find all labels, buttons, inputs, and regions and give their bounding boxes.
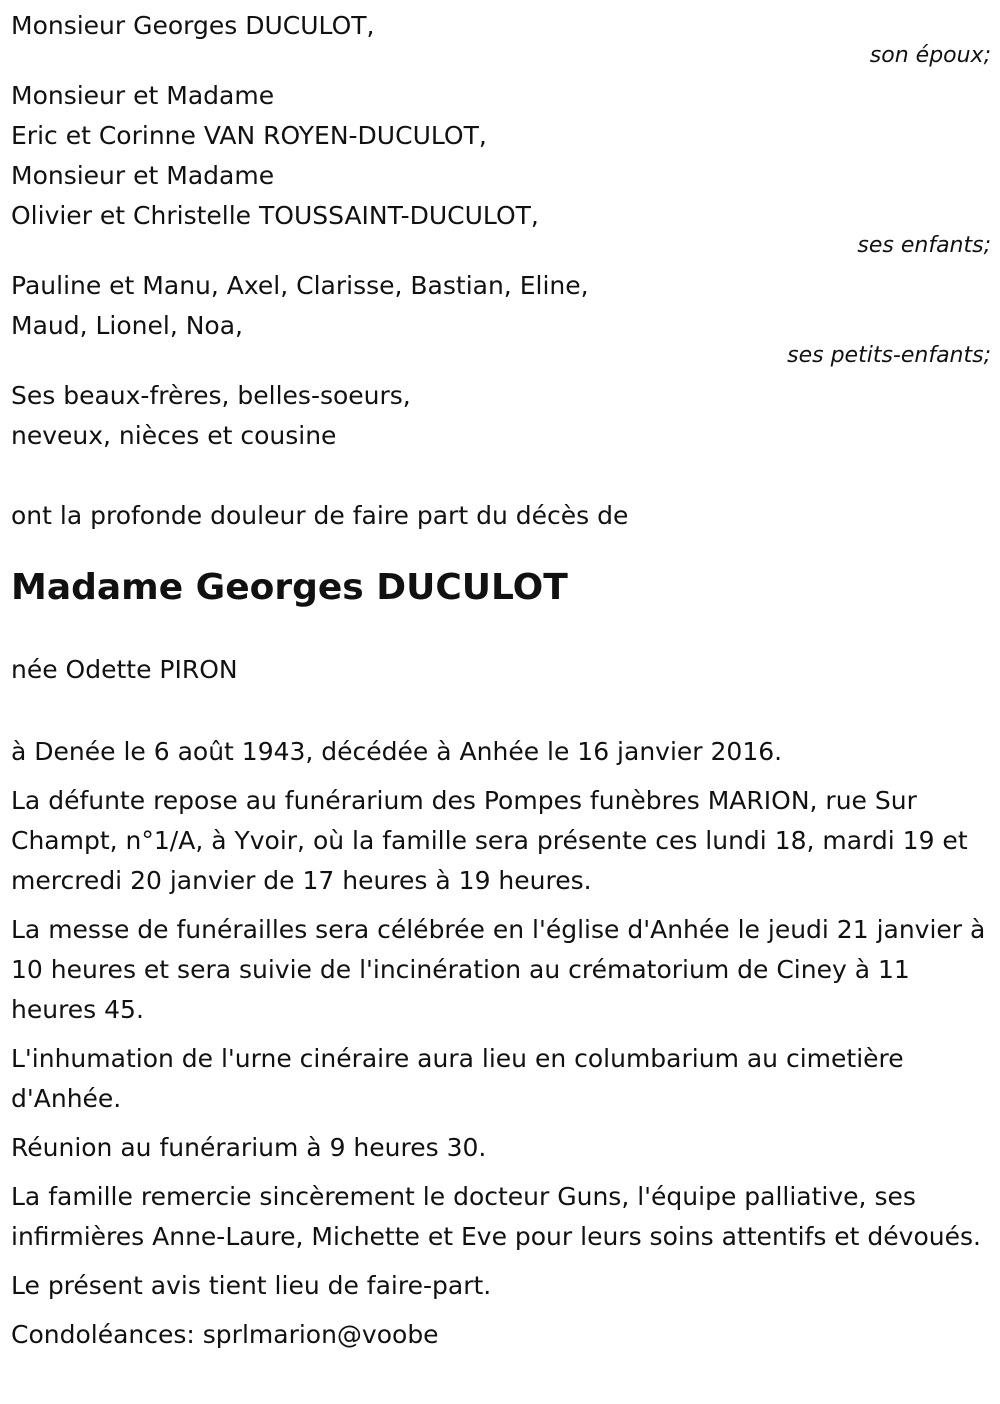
paragraph-reunion: Réunion au funérarium à 9 heures 30. [11, 1133, 487, 1162]
relatives-line: neveux, nièces et cousine [11, 421, 337, 450]
paragraph-notice: Le présent avis tient lieu de faire-part. [11, 1271, 492, 1300]
grandchildren-block [11, 266, 991, 368]
children-line: Olivier et Christelle TOUSSAINT-DUCULOT, [11, 201, 539, 230]
paragraph-dates: à Denée le 6 août 1943, décédée à Anhée le 16 janvier 2016. [11, 737, 783, 766]
paragraph-condolences: Condoléances: sprlmarion@voobe [11, 1320, 439, 1349]
paragraph-mass: La messe de funérailles sera célébrée en l'église d'Anhée le jeudi 21 janvier à 10 heures et sera suivie de l'incinération au crématorium de Ciney à 11 heures 45. [11, 915, 986, 1024]
children-line: Monsieur et Madame [11, 161, 275, 190]
spouse-block [11, 6, 991, 68]
obituary-notice [11, 6, 991, 1364]
relatives-line: Ses beaux-frères, belles-soeurs, [11, 381, 411, 410]
children-role: ses enfants; [857, 233, 991, 258]
children-block [11, 76, 991, 258]
birth-name: née Odette PIRON [11, 655, 238, 684]
deceased-name: Madame Georges DUCULOT [11, 567, 568, 608]
spouse-line: Monsieur Georges DUCULOT, [11, 11, 375, 40]
paragraphs [11, 732, 991, 1355]
children-line: Monsieur et Madame [11, 81, 275, 110]
grandchildren-line: Pauline et Manu, Axel, Clarisse, Bastian, Eline, [11, 271, 589, 300]
children-line: Eric et Corinne VAN ROYEN-DUCULOT, [11, 121, 487, 150]
paragraph-inhumation: L'inhumation de l'urne cinéraire aura lieu en columbarium au cimetière d'Anhée. [11, 1044, 904, 1113]
announcement-text: ont la profonde douleur de faire part du décès de [11, 501, 629, 530]
grandchildren-role: ses petits-enfants; [787, 343, 991, 368]
spouse-role: son époux; [869, 43, 991, 68]
paragraph-funerarium: La défunte repose au funérarium des Pompes funèbres MARION, rue Sur Champt, n°1/A, à Yvoir, où la famille sera présente ces lundi 18, mardi 19 et mercredi 20 janvier de 17 heures à 19 heures. [11, 786, 968, 895]
relatives-block [11, 376, 991, 456]
paragraph-thanks: La famille remercie sincèrement le docteur Guns, l'équipe palliative, ses infirmières Anne-Laure, Michette et Eve pour leurs soins attentifs et dévoués. [11, 1182, 981, 1251]
grandchildren-line: Maud, Lionel, Noa, [11, 311, 243, 340]
